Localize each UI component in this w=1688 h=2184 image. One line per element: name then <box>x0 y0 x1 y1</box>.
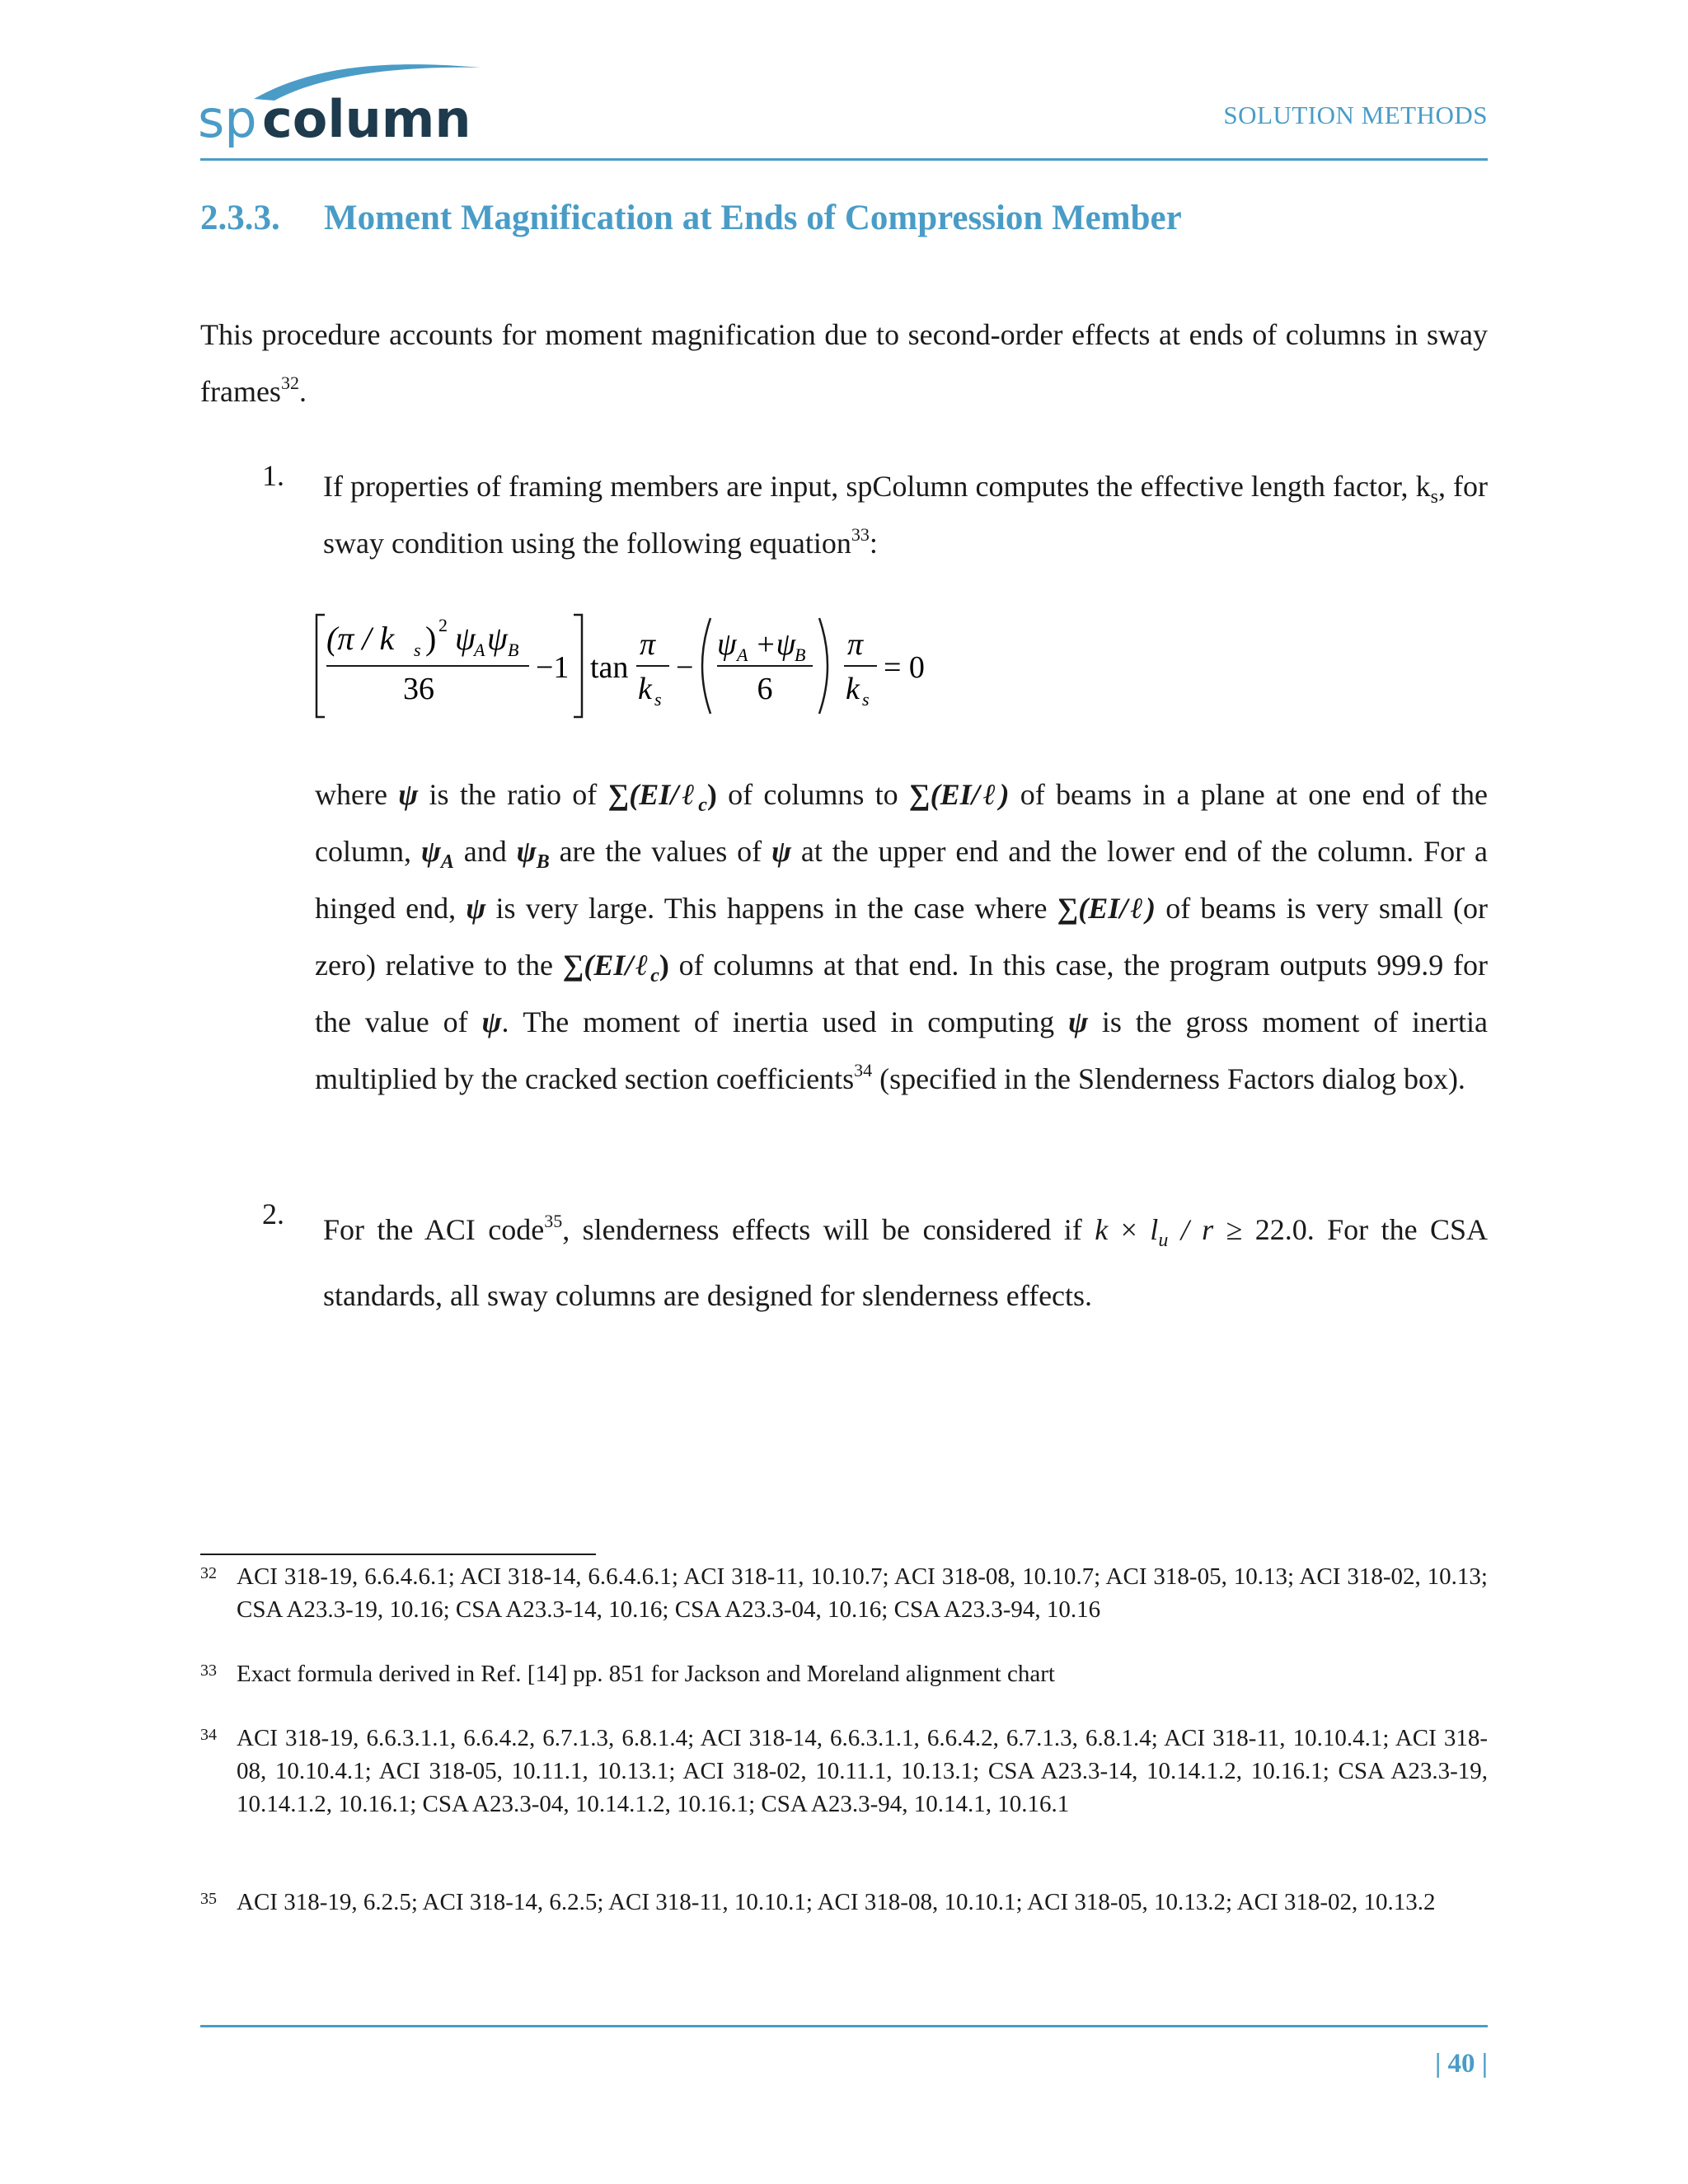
eq-close-paren: ) <box>425 620 437 657</box>
eq-k-1: k <box>638 672 652 706</box>
footnote-ref-35[interactable]: 35 <box>544 1211 563 1231</box>
math-r: / r <box>1168 1213 1214 1246</box>
eq-right-paren <box>819 618 828 714</box>
sway-equation <box>313 608 956 724</box>
footnote-text: ACI 318-19, 6.2.5; ACI 318-14, 6.2.5; ACI 318-11, 10.10.1; ACI 318-08, 10.10.1; ACI 318-05, 10.13.2; ACI 318-02, 10.13.2 <box>237 1889 1436 1915</box>
footnote-ref-33[interactable]: 33 <box>851 524 870 545</box>
footnote-33 <box>200 1657 1488 1690</box>
intro-tail: . <box>298 375 307 408</box>
eq-sub-s-3: s <box>862 689 870 710</box>
section-title: Moment Magnification at Ends of Compression Member <box>324 199 1182 237</box>
footnote-number: 32 <box>200 1564 217 1582</box>
right-bracket <box>574 615 582 717</box>
footnote-32 <box>200 1560 1488 1626</box>
list-number-2: 2. <box>262 1197 284 1230</box>
eq-minus-one: −1 <box>536 650 570 685</box>
header-rule <box>200 158 1488 161</box>
item2-paragraph: For the ACI code$^{35}$, slenderness effects will be considered if $k \times l_u / r \ge 22.0$. For the CSA standards, all sway columns are designed for slenderness effects. <box>323 1211 1488 1312</box>
eq-sub-s-1: s <box>414 640 421 660</box>
logo-column: column <box>262 89 471 149</box>
eq-sup-2: 2 <box>438 615 448 635</box>
footnote-text: ACI 318-19, 6.6.3.1.1, 6.6.4.2, 6.7.1.3, 6.8.1.4; ACI 318-14, 6.6.3.1.1, 6.6.4.2, 6.7.1.3, 6.8.1.4; ACI 318-11, 10.10.4.1; ACI 318-08, 10.10.4.1; ACI 318-05, 10.11.1, 10.13.1; ACI 318-02, 10.11.1, 10.13.1; CSA A23.3-14, 10.14.1.2, 10.16.1; CSA A23.3-19, 10.14.1.2, 10.16.1; CSA A23.3-04, 10.14.1.2, 10.16.1; CSA A23.3-94, 10.14.1, 10.16.1 <box>237 1725 1488 1817</box>
footnote-text: Exact formula derived in Ref. [14] pp. 851 for Jackson and Moreland alignment chart <box>237 1661 1055 1687</box>
footnote-ref-32[interactable]: 32 <box>280 373 299 393</box>
sum-ei-lc-1: ∑(EI/ℓ$_c$) <box>607 778 717 817</box>
eq-minus: − <box>676 650 694 685</box>
eq-tan: tan <box>590 650 629 685</box>
footnote-34 <box>200 1722 1488 1821</box>
eq-pi-over-ks: (π / k <box>326 620 395 657</box>
logo-sp: sp <box>198 89 257 149</box>
item1-text-c: : <box>869 527 878 560</box>
footnote-number: 33 <box>200 1661 217 1680</box>
footnote-ref-34[interactable]: 34 <box>854 1060 873 1080</box>
eq-plus-psi-b: +ψ <box>755 627 796 662</box>
footer-rule <box>200 2025 1488 2027</box>
math-l: l <box>1150 1213 1159 1246</box>
psi-symbol: ψ <box>398 778 419 811</box>
eq-equals-zero: = 0 <box>884 650 925 685</box>
eq-psi-a: ψ <box>455 620 476 657</box>
where-paragraph: where ψ is the ratio of ∑(EI/ℓ$_c$) of columns to ∑(EI/ℓ) of beams in a plane at one end of the column, $\psi_A$ and $\psi_B$ are the values of ψ at the upper end and the lower end of the column. For a hinged end, ψ is very large. This happens in the case where ∑(EI/ℓ) of beams is very small (or zero) relative to the ∑(EI/ℓ$_c$) of columns at that end. In this case, the program outputs 999.9 for the value of ψ. The moment of inertia used in computing ψ is the gross moment of inertia multiplied by the cracked section coefficients$^{34}$ (specified in the Slenderness Factors dialog box). <box>315 778 1489 1095</box>
section-number: 2.3.3. <box>200 199 280 237</box>
item1-paragraph <box>323 458 1488 572</box>
math-k: k <box>1095 1213 1109 1246</box>
page-number: | 40 | <box>1434 2049 1488 2079</box>
eq-pi-1: π <box>640 627 656 662</box>
footnote-number: 34 <box>200 1726 217 1744</box>
eq-left-paren <box>702 618 710 714</box>
intro-text: This procedure accounts for moment magnification due to second-order effects at ends of columns in sway frames <box>200 318 1488 408</box>
eq-psi-b: ψ <box>487 620 508 657</box>
item1-text-a: If properties of framing members are input, spColumn computes the effective length factor, k <box>323 470 1431 503</box>
eq-sub-b-2: B <box>795 644 806 665</box>
item1-sub-s: s <box>1430 486 1438 509</box>
footnote-text: ACI 318-19, 6.6.4.6.1; ACI 318-14, 6.6.4.6.1; ACI 318-11, 10.10.7; ACI 318-08, 10.10.7; ACI 318-05, 10.13; ACI 318-02, 10.13; CSA A23.3-19, 10.16; CSA A23.3-14, 10.16; CSA A23.3-04, 10.16; CSA A23.3-94, 10.16 <box>237 1563 1488 1623</box>
footnote-rule <box>200 1554 596 1555</box>
left-bracket <box>316 615 325 717</box>
intro-paragraph <box>200 307 1488 420</box>
eq-denominator-6: 6 <box>757 672 773 706</box>
eq-sub-a-2: A <box>737 644 748 665</box>
list-number-1: 1. <box>262 459 284 492</box>
eq-pi-2: π <box>847 627 864 662</box>
spcolumn-logo <box>196 51 501 150</box>
section-heading <box>200 198 1182 238</box>
eq-sub-s-2: s <box>654 689 662 710</box>
running-head: SOLUTION METHODS <box>1223 101 1488 129</box>
eq-psi-a-2: ψ <box>717 627 737 662</box>
eq-denominator-36: 36 <box>403 672 434 706</box>
sum-ei-lc-2: ∑(EI/ℓ$_c$) <box>562 949 669 987</box>
footnote-number: 35 <box>200 1890 217 1908</box>
sum-ei-l-1: ∑(EI/ℓ) <box>908 778 1010 811</box>
eq-sub-b: B <box>508 640 519 660</box>
eq-k-2: k <box>846 672 860 706</box>
item1-text-b: , for sway condition using the following equation <box>323 470 1488 560</box>
sum-ei-l-2: ∑(EI/ℓ) <box>1057 892 1156 925</box>
footnote-35 <box>200 1886 1488 1919</box>
eq-sub-a: A <box>474 640 485 660</box>
